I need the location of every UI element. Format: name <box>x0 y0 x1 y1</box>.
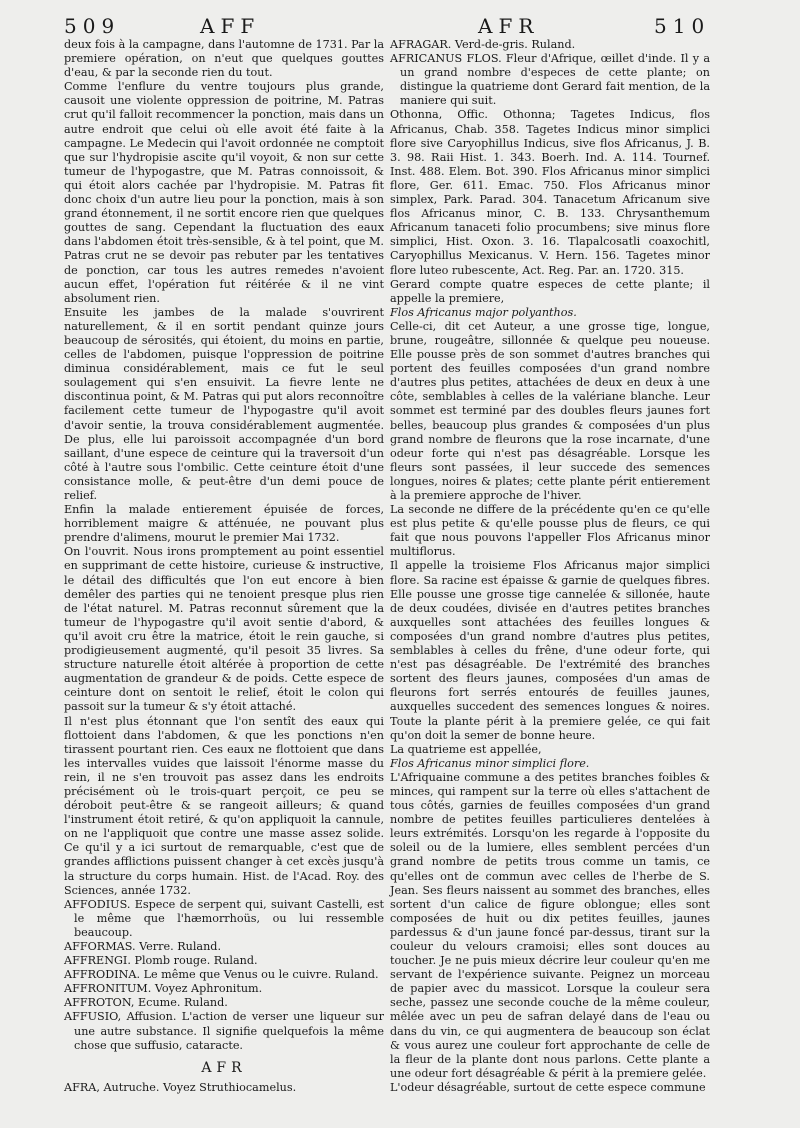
right-running-head: AFR <box>478 14 540 38</box>
paragraph: Gerard compte quatre especes de cette plante; il appelle la premiere, <box>390 277 710 305</box>
right-page-number: 510 <box>654 14 711 38</box>
dictionary-entry: AFFODIUS. Espece de serpent qui, suivant Castelli, est le même que l'hæmorrhoüs, ou lui ressemble beaucoup. <box>64 897 384 939</box>
species-name: Flos Africanus major polyanthos. <box>390 305 577 319</box>
dictionary-entry: AFFORMAS. Verre. Ruland. <box>64 940 222 953</box>
dictionary-entry: AFFRONITUM. Voyez Aphronitum. <box>64 982 263 996</box>
left-page-number: 509 <box>64 14 121 38</box>
paragraph: On l'ouvrit. Nous irons promptement au point essentiel en supprimant de cette histoire, curieuse & instructive, le détail des difficultés que l'on eut encore à bien demêler des parties qui ne tenoient presque plus rien de l'état naturel. M. Patras reconnut sûrement que la tumeur de l'hypogastre qu'il avoit sentie d'abord, & qu'il avoit cru être la matrice, étoit le rein gauche, si prodigieusement augmenté, qu'il pesoit 35 livres. Sa structure naturelle étoit altérée à proportion de cette augmentation de grandeur & de poids. Cette espece de ceinture dont on sentoit le relief, étoit le colon qui passoit sur la tumeur & s'y étoit attaché. <box>64 545 384 714</box>
paragraph: deux fois à la campagne, dans l'automne de 1731. Par la premiere opération, on n'eut que quelques gouttes d'eau, & par la seconde rien du tout. <box>64 38 384 80</box>
section-separator: AFR <box>201 1059 247 1076</box>
paragraph: Othonna, Offic. Othonna; Tagetes Indicus, flos Africanus, Chab. 358. Tagetes Indicus minor simplici flore sive Caryophillus Indicus, sive flos Africanus, J. B. 3. 98. Raii Hist. 1. 343. Boerh. Ind. A. 114. Tournef. Inst. 488. Elem. Bot. 390. Flos Africanus minor simplici flore, Ger. 611. Emac. 750. Flos Africanus minor simplex, Park. Parad. 304. Tanacetum Africanum sive flos Africanus minor, C. B. 133. Chrysanthemum Africanum tanaceti folio procumbens; sive minus flore simplici, Hist. Oxon. 3. 16. Tlapalcosatli coaxochitl, Caryophillus Mexicanus. V. Hern. 156. Tagetes minor flore luteo rubescente, Act. Reg. Par. an. 1720. 315. <box>390 108 710 277</box>
paragraph: La quatrieme est appellée, <box>390 742 542 756</box>
dictionary-entry: AFFRODINA. Le même que Venus ou le cuivre. Ruland. <box>64 968 379 982</box>
paragraph: Ensuite les jambes de la malade s'ouvrirent naturellement, & il en sortit pendant quinze jours beaucoup de sérosités, qui étoient, du moins en partie, celles de l'abdomen, puisque l'oppression de poitrine diminua considérablement, mais ce fut le seul soulagement qui s'en ensuivit. La fievre lente ne discontinua point, & M. Patras qui put alors reconnoître facilement cette tumeur de l'hypogastre qu'il avoit d'avoir sentie, la trouva considérablement augmentée. De plus, elle lui paroissoit accompagnée d'un bord saillant, d'une espece de ceinture qui la traversoit d'un côté à l'autre sous l'ombilic. Cette ceinture étoit d'une consistance molle, & peut-être d'un demi pouce de relief. <box>64 305 384 502</box>
dictionary-entry: AFFRENGI. Plomb rouge. Ruland. <box>64 954 258 968</box>
paragraph: Celle-ci, dit cet Auteur, a une grosse tige, longue, brune, rougeâtre, sillonnée & quelque peu noueuse. Elle pousse près de son sommet d'autres branches qui portent des feuilles composées d'un grand nombre d'autres plus petites, attachées de deux en deux à une côte, semblables à celles de la valériane blanche. Leur sommet est terminé par des doubles fleurs jaunes fort belles, beaucoup plus grandes & composées d'un plus grand nombre de fleurons que la rose incarnate, d'une odeur forte qui n'est pas désagréable. Lorsque les fleurs sont passées, il leur succede des semences longues, noires & plates; cette plante périt entierement à la premiere approche de l'hiver. <box>390 319 710 502</box>
dictionary-entry: AFRA, Autruche. Voyez Struthiocamelus. <box>64 1080 297 1094</box>
right-column <box>390 38 710 1095</box>
paragraph: Il appelle la troisieme Flos Africanus major simplici flore. Sa racine est épaisse & garnie de quelques fibres. Elle pousse une grosse tige cannelée & sillonée, haute de deux coudées, divisée en d'autres petites branches auxquelles sont attachées des feuilles longues & composées d'un grand nombre d'autres plus petites, semblables à celles du frêne, d'une odeur forte, qui n'est pas désagréable. De l'extrémité des branches sortent des fleurs jaunes, composées d'un amas de fleurons fort serrés entourés de feuilles jaunes, auxquelles succedent des semences longues & noires. Toute la plante périt à la premiere gelée, ce qui fait qu'on doit la semer de bonne heure. <box>390 559 710 742</box>
dictionary-entry: AFFUSIO, Affusion. L'action de verser une liqueur sur une autre substance. Il signifie quelquefois la même chose que suffusio, cataracte. <box>64 1010 384 1052</box>
dictionary-entry: AFRAGAR. Verd-de-gris. Ruland. <box>390 38 576 51</box>
dictionary-entry: AFRICANUS FLOS. Fleur d'Afrique, œillet d'inde. Il y a un grand nombre d'especes de cette plante; on distingue la quatrieme dont Gerard fait mention, de la maniere qui suit. <box>390 52 710 108</box>
paragraph: L'Afriquaine commune a des petites branches foibles & minces, qui rampent sur la terre où elles s'attachent de tous côtés, garnies de feuilles composées d'un grand nombre de petites feuilles particulieres dentelées à leurs extrémités. Lorsqu'on les regarde à l'opposite du soleil ou de la lumiere, elles semblent percées d'un grand nombre de petits trous comme un tamis, ce qu'elles ont de commun avec celles de l'herbe de S. Jean. Ses fleurs naissent au sommet des branches, elles sortent d'un calice de figure oblongue; elles sont composées de huit ou dix petites feuilles, jaunes pardessus & d'un jaune foncé par-dessus, tirant sur la couleur du velours cramoisi; elles sont douces au toucher. Je ne puis mieux décrire leur couleur qu'en me servant de l'expérience suivante. Peignez un morceau de papier avec du massicot. Lorsque la couleur sera seche, passez une seconde couche de la même couleur, mêlée avec un peu de safran delayé dans de l'eau ou dans du vin, ce qui augmentera de beaucoup son éclat & vous aurez une couleur fort approchante de celle de la fleur de la plante dont nous parlons. Cette plante a une odeur fort désagréable & périt à la premiere gelée. <box>390 770 710 1080</box>
paragraph: Enfin la malade entierement épuisée de forces, horriblement maigre & atténuée, ne pouvant plus prendre d'alimens, mourut le premier Mai 1732. <box>64 503 384 545</box>
left-running-head: AFF <box>200 14 261 38</box>
paragraph: Comme l'enflure du ventre toujours plus grande, causoit une violente oppression de poitrine, M. Patras crut qu'il falloit recommencer la ponction, mais dans un autre endroit que celui où elle avoit été faite à la campagne. Le Medecin qui l'avoit ordonnée ne comptoit que sur l'hydropisie ascite qu'il voyoit, & non sur cette tumeur de l'hypogastre, que M. Patras connoissoit, & qui étoit alors cachée par l'hydropisie. M. Patras fit donc choix d'un autre lieu pour la ponction, mais à son grand étonnement, il ne sortit encore rien que quelques gouttes de sang. Cependant la fluctuation des eaux dans l'abdomen étoit très-sensible, & à tel point, que M. Patras crut ne se devoir pas rebuter par les tentatives de ponction, car tous les autres remedes n'avoient aucun effet, l'opération fut réitérée & il ne vint absolument rien. <box>64 80 384 305</box>
species-name: Flos Africanus minor simplici flore. <box>390 756 590 770</box>
paragraph: La seconde ne differe de la précédente qu'en ce qu'elle est plus petite & qu'elle pousse plus de fleurs, ce qui fait que nous pouvons l'appeller Flos Africanus minor multiflorus. <box>390 503 710 559</box>
paragraph: L'odeur désagréable, surtout de cette espece commune <box>390 1080 706 1094</box>
paragraph: Il n'est plus étonnant que l'on sentît des eaux qui flottoient dans l'abdomen, & que les ponctions n'en tirassent pourtant rien. Ces eaux ne flottoient que dans les intervalles vuides que laissoit l'énorme masse du rein, il ne s'en trouvoit pas assez dans les endroits précisément où le trois-quart perçoit, ce peu se déroboit peut-être & se rangeoit ailleurs; & quand l'instrument étoit retiré, & qu'on appliquoit la cannule, on ne l'appliquoit que contre une masse assez solide. Ce qu'il y a ici surtout de remarquable, c'est que de grandes afflictions puissent changer à cet excès jusqu'à la structure du corps humain. Hist. de l'Acad. Roy. des Sciences, année 1732. <box>64 714 384 897</box>
left-column <box>64 38 384 1095</box>
dictionary-entry: AFFROTON, Ecume. Ruland. <box>64 996 228 1010</box>
